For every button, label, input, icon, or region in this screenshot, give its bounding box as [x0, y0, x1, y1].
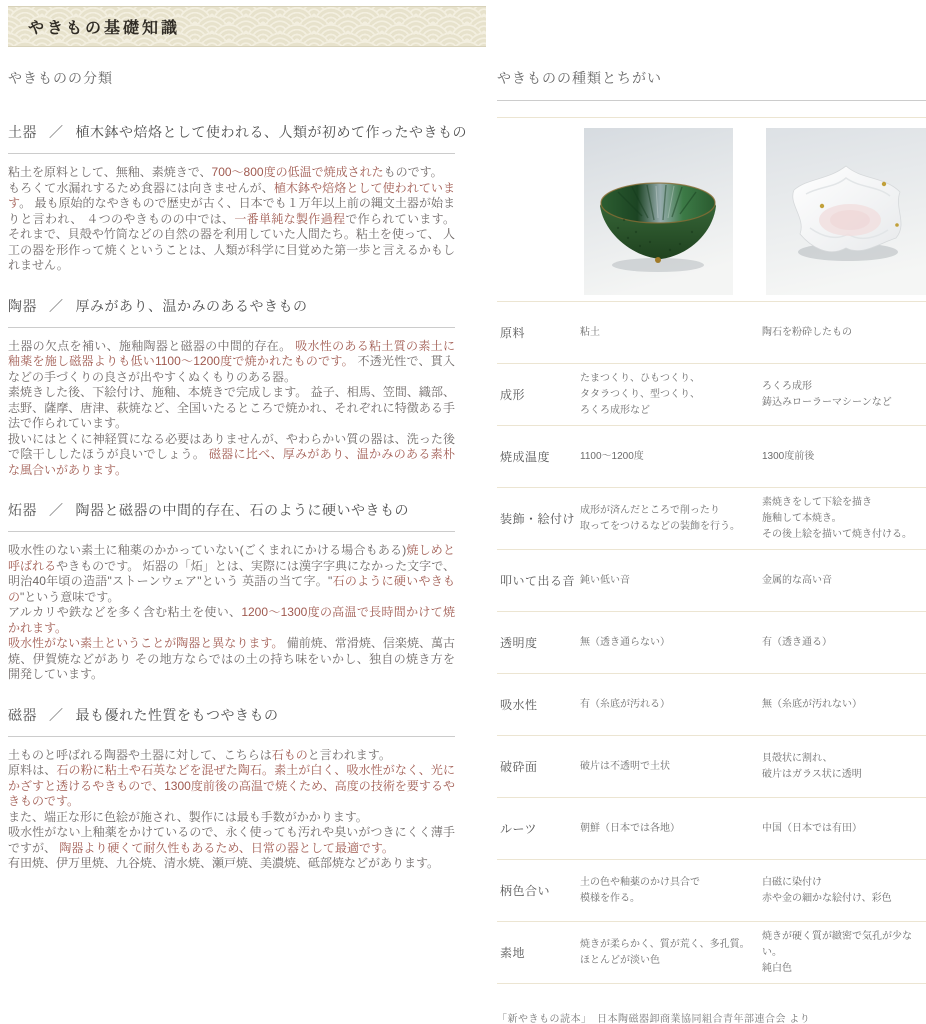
value-line: 金属的な高い音	[762, 574, 832, 586]
text-segment: で作られています。 それまで、貝殻や竹筒などの自然の器を利用していた人間たち。粘土を使って、 人工の器を形作って焼くということは、人類が科学に目覚めた第一歩と言えるかもしれません。	[8, 211, 455, 272]
table-row	[497, 611, 926, 673]
value-line: 粘土	[580, 326, 600, 338]
emphasized-text: 石もの	[271, 747, 308, 762]
section-term: 土器	[8, 124, 37, 140]
value-line: 鈍い低い音	[580, 574, 630, 586]
emphasized-text: 石のように硬いやきもの	[8, 574, 455, 604]
value-line: 1300度前後	[762, 450, 815, 462]
pottery-section-jiki	[8, 705, 455, 872]
row-label: ルーツ	[500, 822, 538, 836]
text-segment: 不透光性で、貫入などの手づくりの良さが出やすくぬくもりのある器。	[8, 354, 455, 384]
porcelain-value	[762, 635, 926, 651]
text-segment: もろくて水漏れするため食器には向きませんが、	[8, 180, 274, 195]
pottery-value	[580, 697, 762, 713]
text-segment: ものです。	[383, 165, 443, 179]
table-row	[497, 487, 926, 549]
text-segment: 扱いにはとくに神経質になる必要はありませんが、やわらかい質の器は、洗った後で陰干ししたほうが良いでしょう。	[8, 431, 455, 461]
comparison-table	[497, 117, 926, 984]
porcelain-value	[762, 379, 926, 411]
paragraph	[8, 605, 455, 636]
pottery-section-sekki	[8, 500, 455, 683]
section-body	[8, 748, 455, 872]
value-line: 破片は不透明で土状	[580, 760, 670, 772]
value-line: 有（透き通る）	[762, 636, 832, 648]
section-term: 磁器	[8, 706, 37, 723]
pottery-value	[580, 635, 762, 651]
value-line: 純白色	[762, 962, 792, 974]
green-oribe-bowl-photo	[584, 128, 733, 295]
porcelain-value	[762, 697, 926, 713]
row-label: 吸水性	[500, 698, 538, 712]
value-line: 無（透き通らない）	[580, 636, 670, 648]
table-row	[497, 735, 926, 797]
porcelain-value	[762, 573, 926, 589]
text-segment: 土ものと呼ばれる陶器や土器に対して、こちらは	[8, 747, 272, 762]
section-divider	[8, 736, 455, 737]
pottery-value	[580, 759, 762, 775]
row-label: 成形	[500, 388, 526, 402]
paragraph	[8, 856, 455, 872]
emphasized-text: 一番単純な製作過程	[234, 211, 346, 226]
section-subtitle: 厚みがあり、温かみのあるやきもの	[75, 297, 308, 314]
porcelain-value	[762, 751, 926, 783]
text-segment: 素焼きした後、下絵付け、施釉、本焼きで完成します。 益子、相馬、笠間、織部、志野、薩摩、唐津、萩焼など、全国いたるところで焼かれ、それぞれに特徴ある手法で作られています。	[8, 385, 455, 430]
emphasized-text: 吸水性のある粘土質の素土に釉薬を施し磁器よりも低い1100〜1200度で焼かれたものです。	[8, 338, 455, 368]
value-line: 取ってをつけるなどの装飾を行う。	[580, 520, 740, 532]
value-line: ほとんどが淡い色	[580, 954, 660, 966]
table-row	[497, 797, 926, 859]
section-title	[8, 500, 455, 520]
comparison-table-rows	[497, 301, 926, 983]
comparison-column	[497, 60, 926, 1024]
pottery-value	[580, 937, 762, 969]
value-line: 赤や金の細かな絵付け、彩色	[762, 892, 892, 904]
text-segment: アルカリや鉄などを多く含む粘土を使い、	[8, 605, 242, 619]
row-label: 破砕面	[500, 760, 538, 774]
porcelain-value	[762, 449, 926, 465]
value-line: 無（糸底が汚れない）	[762, 698, 862, 710]
table-row	[497, 673, 926, 735]
value-line: 成形が済んだところで削ったり	[580, 504, 720, 516]
porcelain-value	[762, 495, 926, 543]
paragraph	[8, 636, 455, 683]
emphasized-text: 1200〜1300度の高温で長時間かけて焼かれます。	[8, 605, 455, 635]
value-line: 鋳込みローラーマシーンなど	[762, 396, 892, 408]
section-subtitle: 植木鉢や焙烙として使われる、人類が初めて作ったやきもの	[75, 124, 467, 140]
paragraph	[8, 810, 455, 826]
porcelain-value	[762, 325, 926, 341]
paragraph	[8, 825, 455, 856]
value-line: 焼きが柔らかく、質が荒く、多孔質。	[580, 938, 750, 950]
section-divider	[8, 153, 455, 154]
emphasized-text: 磁器に比べ、厚みがあり、温かみのある素朴な風合いがあります。	[8, 447, 455, 477]
text-segment: と言われます。	[307, 747, 391, 762]
pottery-section-touki	[8, 296, 455, 479]
emphasized-text: 陶器より硬くて耐久性もあるため、日常の器として最適です。	[59, 840, 394, 855]
value-line: 素焼きをして下絵を描き	[762, 496, 872, 508]
section-title	[8, 296, 455, 316]
table-row	[497, 921, 926, 983]
value-line: たまつくり、ひもつくり、	[580, 372, 700, 384]
section-term: 陶器	[8, 297, 37, 314]
section-term: 炻器	[8, 502, 37, 518]
section-body	[8, 339, 455, 479]
paragraph	[8, 763, 455, 810]
text-segment: 有田焼、伊万里焼、九谷焼、清水焼、瀬戸焼、美濃焼、砥部焼などがあります。	[8, 856, 440, 870]
value-line: 焼きが硬く質が緻密で気孔が少ない。	[762, 930, 912, 958]
section-title	[8, 705, 455, 725]
emphasized-text: 焼しめと呼ばれる	[8, 543, 455, 573]
value-line: ろくろ成形	[762, 380, 812, 392]
value-line: 陶石を粉砕したもの	[762, 326, 852, 338]
paragraph	[8, 339, 455, 386]
pottery-value	[580, 821, 762, 837]
pottery-value	[580, 371, 762, 419]
paragraph	[8, 181, 455, 274]
pottery-value	[580, 875, 762, 907]
emphasized-text: 植木鉢や焙烙として使われています	[8, 180, 455, 210]
row-label: 焼成温度	[500, 450, 551, 464]
value-line: 有（糸底が汚れる）	[580, 698, 670, 710]
porcelain-value	[762, 875, 926, 907]
value-line: 破片はガラス状に透明	[762, 768, 862, 780]
section-title	[8, 122, 467, 142]
value-line: 模様を作る。	[580, 892, 640, 904]
text-segment: 吸水性がない上釉薬をかけているので、永く使っても汚れや臭いがつきにくく薄手ですが、	[8, 825, 455, 855]
paragraph	[8, 385, 455, 432]
emphasized-text: 石の粉に粘土や石英などを混ぜた陶石。素土が白く、吸水性がなく、光にかざすと透けるやきもので、1300度前後の高温で焼くため、高度の技術を要するやきものです。	[8, 763, 455, 808]
row-label: 叩いて出る音	[500, 574, 576, 588]
paragraph	[8, 165, 455, 181]
text-segment: 原料は、	[8, 763, 57, 777]
section-body	[8, 543, 455, 683]
section-divider	[8, 327, 455, 328]
pottery-value	[580, 503, 762, 535]
row-label: 素地	[500, 946, 526, 960]
value-line: 土の色や釉薬のかけ具合で	[580, 876, 700, 888]
section-separator: ／	[49, 502, 64, 518]
porcelain-value	[762, 821, 926, 837]
section-subtitle: 陶器と磁器の中間的存在、石のように硬いやきもの	[75, 502, 409, 518]
page-title: やきもの基礎知識	[28, 20, 181, 37]
pottery-section-doki	[8, 122, 467, 274]
table-row	[497, 301, 926, 363]
value-line: 1100〜1200度	[580, 450, 644, 462]
paragraph	[8, 543, 455, 605]
text-segment: 粘土を原料として、無釉、素焼きで、	[8, 165, 212, 179]
pottery-value	[580, 449, 762, 465]
classification-column	[8, 60, 467, 872]
table-row	[497, 859, 926, 921]
value-line: 貝殻状に割れ、	[762, 752, 833, 764]
pottery-value	[580, 325, 762, 341]
text-segment: やきものです。 炻器の「炻」とは、実際には漢字字典になかった文字で、明治40年頃の造語"ストーンウェア"という 英語の当て字。"	[8, 558, 455, 588]
value-line: ろくろ成形など	[580, 404, 650, 416]
section-subtitle: 最も優れた性質をもつやきもの	[75, 706, 279, 723]
source-note: 「新やきもの読本」 日本陶磁器卸商業協同組合青年部連合会 より	[497, 1014, 811, 1024]
value-line: 中国（日本では有田）	[762, 822, 862, 834]
value-line: その後上絵を描いて焼き付ける。	[762, 528, 912, 540]
text-segment: "という意味です。	[20, 589, 120, 604]
row-label: 原料	[500, 326, 526, 340]
row-label: 柄色合い	[500, 884, 551, 898]
classification-heading: やきものの分類	[8, 70, 113, 86]
emphasized-text: 吸水性がない素土ということが陶器と異なります。	[8, 636, 284, 650]
section-separator: ／	[49, 706, 64, 723]
text-segment: 吸水性のない素土に釉薬のかかっていない(ごくまれにかける場合もある)	[8, 543, 407, 557]
text-segment: また、端正な形に色絵が施され、製作には最も手数がかかります。	[8, 809, 368, 824]
paragraph	[8, 432, 455, 479]
table-row	[497, 549, 926, 611]
classification-sections	[8, 122, 467, 872]
comparison-heading: やきものの種類とちがい	[497, 70, 662, 86]
pottery-value	[580, 573, 762, 589]
text-segment: 土器の欠点を補い、施釉陶器と磁器の中間的存在。	[8, 338, 296, 353]
heading-divider	[497, 100, 926, 101]
porcelain-value	[762, 929, 926, 977]
pottery-photos-row	[497, 117, 926, 301]
emphasized-text: 700〜800度の低温で焼成された	[211, 165, 384, 179]
paragraph	[8, 748, 455, 764]
section-separator: ／	[49, 297, 64, 314]
section-body	[8, 165, 455, 274]
value-line: タタラつくり、型つくり、	[580, 388, 700, 400]
section-separator: ／	[49, 124, 64, 140]
table-row	[497, 425, 926, 487]
text-segment: 。 最も原始的なやきもので歴史が古く、日本でも１万年以上前の縄文土器が始まりと言われ、 ４つのやきものの中では、	[8, 196, 455, 226]
value-line: 朝鮮（日本では各地）	[580, 822, 680, 834]
value-line: 施釉して本焼き。	[762, 512, 842, 524]
row-label: 透明度	[500, 636, 538, 650]
page-title-band	[8, 6, 486, 47]
section-divider	[8, 531, 455, 532]
value-line: 白磁に染付け	[762, 876, 822, 888]
table-row	[497, 363, 926, 425]
white-porcelain-dish-photo	[766, 128, 926, 295]
text-segment: 備前焼、常滑焼、信楽焼、萬古焼、伊賀焼などがあり その地方ならではの土の持ち味をいかし、独自の焼き方を開発しています。	[8, 636, 455, 681]
row-label: 装飾・絵付け	[500, 512, 576, 526]
